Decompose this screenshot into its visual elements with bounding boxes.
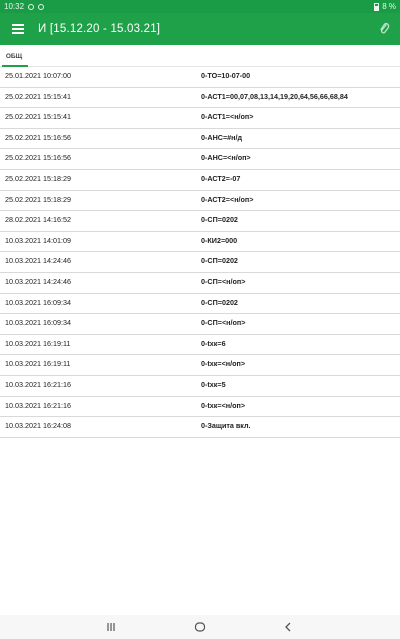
back-icon[interactable] bbox=[281, 620, 295, 634]
battery-icon bbox=[374, 3, 379, 11]
log-timestamp: 10.03.2021 14:01:09 bbox=[5, 235, 71, 245]
recents-icon[interactable] bbox=[104, 620, 118, 634]
log-row[interactable] bbox=[0, 149, 400, 170]
log-row[interactable] bbox=[0, 191, 400, 212]
log-row[interactable] bbox=[0, 67, 400, 88]
log-timestamp: 25.02.2021 15:15:41 bbox=[5, 91, 71, 101]
log-event: 0-СП=<н/оп> bbox=[201, 276, 246, 286]
notification-icon bbox=[28, 4, 34, 10]
app-bar bbox=[0, 13, 400, 45]
menu-icon[interactable] bbox=[12, 24, 24, 34]
log-event: 0-txк=<н/оп> bbox=[201, 400, 246, 410]
log-row[interactable] bbox=[0, 417, 400, 438]
log-event: 0-АНС=<н/оп> bbox=[201, 153, 251, 163]
log-event: 0-txк=5 bbox=[201, 379, 226, 389]
log-timestamp: 10.03.2021 16:21:16 bbox=[5, 379, 71, 389]
log-row[interactable] bbox=[0, 232, 400, 253]
log-event: 0-СП=<н/оп> bbox=[201, 318, 246, 328]
log-row[interactable] bbox=[0, 129, 400, 150]
log-event: 0-АСТ2=-07 bbox=[201, 173, 241, 183]
log-event: 0-АНС=#н/д bbox=[201, 132, 243, 142]
log-timestamp: 25.02.2021 15:15:41 bbox=[5, 112, 71, 122]
log-row[interactable] bbox=[0, 108, 400, 129]
log-event: 0-КИ2=000 bbox=[201, 235, 238, 245]
log-event: 0-СП=0202 bbox=[201, 215, 238, 225]
log-timestamp: 25.01.2021 10:07:00 bbox=[5, 71, 71, 80]
log-row[interactable] bbox=[0, 273, 400, 294]
log-row[interactable] bbox=[0, 376, 400, 397]
log-row[interactable] bbox=[0, 170, 400, 191]
status-bar bbox=[0, 0, 400, 13]
log-row[interactable] bbox=[0, 314, 400, 335]
status-time: 10:32 bbox=[4, 2, 25, 11]
home-icon[interactable] bbox=[193, 620, 207, 634]
tab-general[interactable] bbox=[0, 45, 28, 67]
log-event: 0-АСТ1=<н/оп> bbox=[201, 112, 254, 122]
log-timestamp: 10.03.2021 16:09:34 bbox=[5, 297, 71, 307]
tab-bar bbox=[0, 45, 400, 67]
log-row[interactable] bbox=[0, 252, 400, 273]
log-event: 0-АСТ1=00,07,08,13,14,19,20,64,56,66,68,84 bbox=[201, 91, 348, 101]
page-title: И [15.12.20 - 15.03.21] bbox=[38, 23, 161, 35]
log-event: 0-ТО=10-07-00 bbox=[201, 71, 251, 80]
log-row[interactable] bbox=[0, 335, 400, 356]
log-event: 0-Защита вкл. bbox=[201, 421, 251, 431]
log-timestamp: 28.02.2021 14:16:52 bbox=[5, 215, 71, 225]
tab-label: ОБЩ bbox=[5, 52, 23, 60]
log-timestamp: 10.03.2021 16:09:34 bbox=[5, 318, 71, 328]
log-timestamp: 10.03.2021 14:24:46 bbox=[5, 276, 71, 286]
log-timestamp: 10.03.2021 16:19:11 bbox=[5, 359, 71, 369]
log-row[interactable] bbox=[0, 397, 400, 418]
navigation-bar bbox=[0, 615, 400, 639]
log-timestamp: 10.03.2021 14:24:46 bbox=[5, 256, 71, 266]
log-event: 0-АСТ2=<н/оп> bbox=[201, 194, 254, 204]
log-timestamp: 10.03.2021 16:21:16 bbox=[5, 400, 71, 410]
log-event: 0-txк=6 bbox=[201, 338, 226, 348]
log-row[interactable] bbox=[0, 211, 400, 232]
log-timestamp: 10.03.2021 16:19:11 bbox=[5, 338, 71, 348]
log-row[interactable] bbox=[0, 355, 400, 376]
battery-level: 8 % bbox=[382, 2, 396, 11]
log-timestamp: 25.02.2021 15:16:56 bbox=[5, 132, 71, 142]
log-event: 0-СП=0202 bbox=[201, 256, 238, 266]
log-timestamp: 25.02.2021 15:18:29 bbox=[5, 173, 71, 183]
log-timestamp: 25.02.2021 15:16:56 bbox=[5, 153, 71, 163]
sync-icon bbox=[38, 4, 44, 10]
log-row[interactable] bbox=[0, 294, 400, 315]
event-log-list bbox=[0, 67, 400, 438]
log-row[interactable] bbox=[0, 88, 400, 109]
paperclip-icon[interactable] bbox=[378, 22, 390, 36]
log-timestamp: 25.02.2021 15:18:29 bbox=[5, 194, 71, 204]
log-event: 0-СП=0202 bbox=[201, 297, 238, 307]
log-event: 0-txк=<н/оп> bbox=[201, 359, 246, 369]
log-timestamp: 10.03.2021 16:24:08 bbox=[5, 421, 71, 431]
